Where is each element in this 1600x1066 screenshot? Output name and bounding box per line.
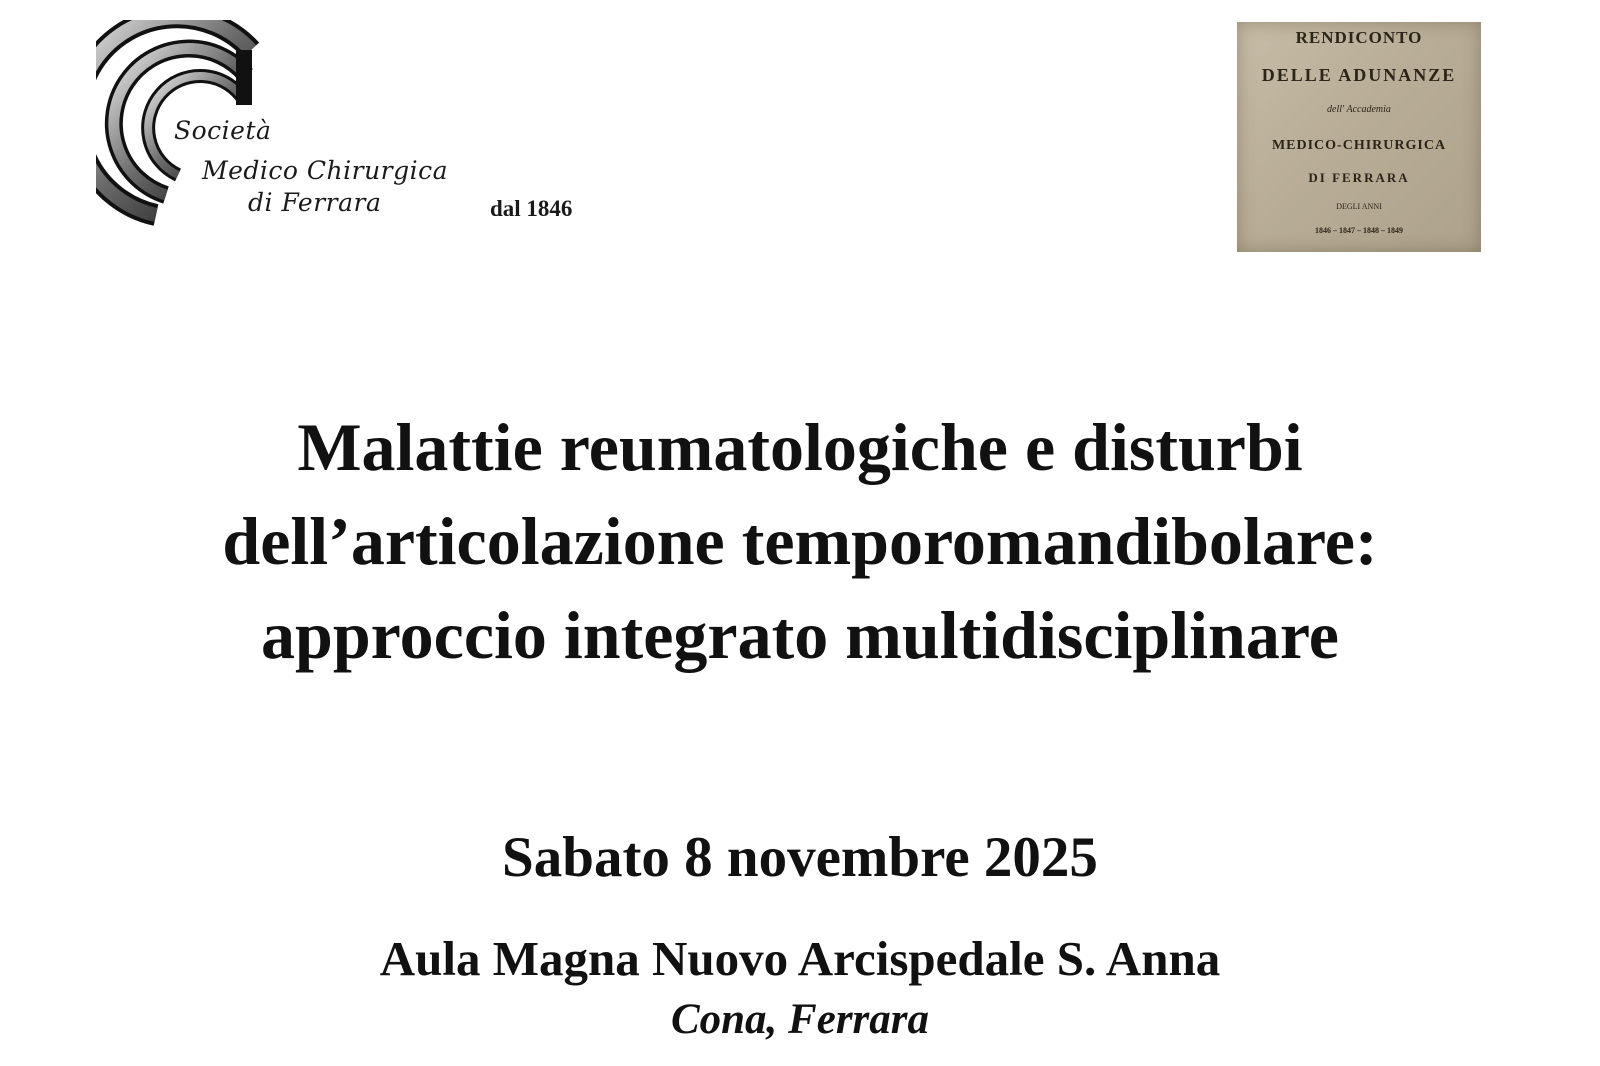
logo-line-societa: Società (174, 116, 272, 145)
book-line-5: DI FERRARA (1308, 170, 1410, 185)
logo-line-di-ferrara: di Ferrara (248, 188, 382, 217)
event-date: Sabato 8 novembre 2025 (502, 826, 1098, 889)
event-venue: Aula Magna Nuovo Arcispedale S. Anna (379, 931, 1221, 986)
book-line-6: DEGLI ANNI (1336, 202, 1382, 211)
book-line-3: dell' Accademia (1327, 104, 1391, 115)
since-label: dal 1846 (490, 196, 573, 221)
title-line-2: dell’articolazione temporomandibolare: (222, 503, 1378, 579)
society-logo (96, 20, 596, 230)
logo-line-medico-chirurgica: Medico Chirurgica (202, 156, 449, 185)
book-line-4: MEDICO-CHIRURGICA (1271, 138, 1447, 153)
title-line-1: Malattie reumatologiche e disturbi (297, 409, 1303, 485)
book-line-2: DELLE ADUNANZE (1261, 65, 1457, 85)
book-line-1: RENDICONTO (1295, 28, 1423, 47)
event-title (0, 400, 1600, 682)
title-line-3: approccio integrato multidisciplinare (261, 597, 1339, 673)
book-line-7: 1846 – 1847 – 1848 – 1849 (1315, 226, 1403, 235)
historical-book-cover (1237, 22, 1481, 252)
event-city: Cona, Ferrara (670, 996, 930, 1043)
